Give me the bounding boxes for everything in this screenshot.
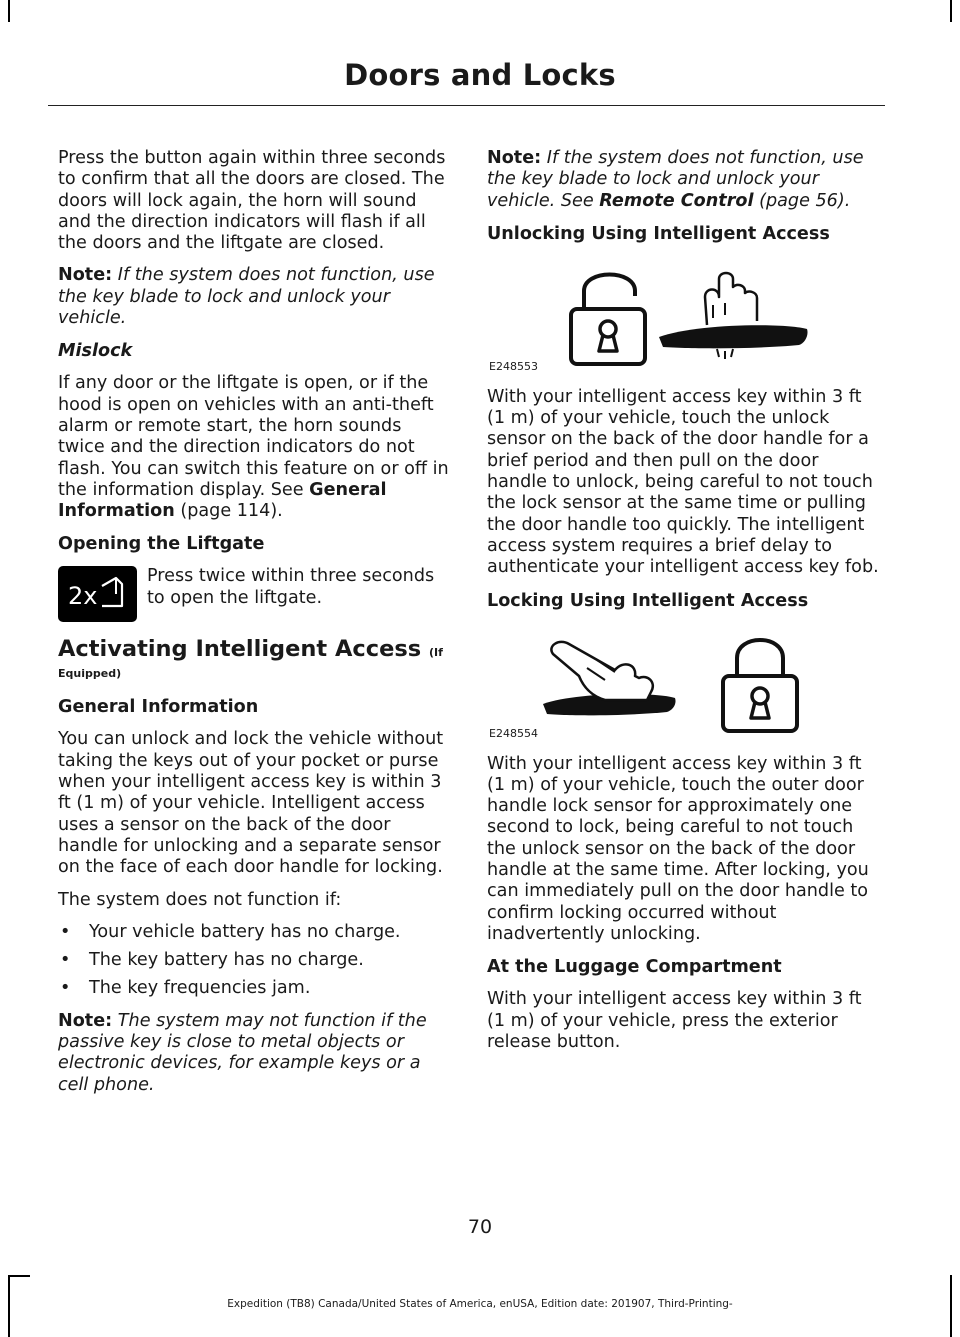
lock-illustration (487, 630, 882, 740)
bullet-mark: • (60, 950, 71, 971)
unlock-illustration (487, 263, 882, 373)
lock-diagram (487, 630, 882, 740)
bullet-mark: • (60, 921, 71, 942)
cross-reference-link[interactable]: Remote Control (599, 190, 754, 211)
note-label: Note: (487, 148, 542, 168)
list-item-text: The key battery has no charge. (89, 950, 364, 971)
list-item (58, 950, 450, 971)
cross-reference-link[interactable]: General Information (58, 479, 387, 522)
page-number: 70 (467, 1216, 493, 1238)
list-item (58, 978, 450, 999)
list-item-text: The key frequencies jam. (89, 978, 311, 999)
heading-qualifier: Equipped) (58, 667, 122, 681)
page-title: Doors and Locks (344, 58, 616, 92)
right-column (487, 148, 882, 1064)
note (58, 1011, 450, 1096)
section-heading: Opening the Liftgate (58, 534, 265, 555)
note-label: Note: (58, 265, 113, 286)
note-label: Note: (58, 1010, 113, 1031)
heading-qualifier: (If (429, 646, 443, 660)
page-footer: Expedition (TB8) Canada/United States of America, enUSA, Edition date: 201907, Third-Printing- (227, 1298, 733, 1310)
list-item-text: Your vehicle battery has no charge. (89, 921, 401, 942)
door-handle-icon (659, 325, 808, 348)
note (58, 265, 450, 329)
page-reference: (page 114). (180, 501, 283, 522)
icon-label: 2x (68, 582, 98, 611)
hand-icon (551, 641, 652, 699)
note-text: The system may not function if the passive key is close to metal objects or electronic devices, for example keys or a cell phone. (58, 1010, 427, 1095)
note (487, 148, 882, 212)
paragraph-text: If any door or the liftgate is open, or if the hood is open on vehicles with an anti-theft alarm or remote start, the horn sounds twice and the direction indicators do not flash. You can switch this feature on or off in the information display. See (58, 373, 449, 500)
page-reference: (page 56). (759, 190, 851, 211)
paragraph: With your intelligent access key within 3 ft (1 m) of your vehicle, touch the outer door handle lock sensor for approximately one second to lock, being careful to not touch the unlock sensor on the back of the door handle at the same time. After locking, you can immediately pull on the door handle to confirm locking occurred without inadvertently unlocking. (487, 753, 869, 944)
crop-mark (8, 1275, 30, 1277)
paragraph: Press twice within three seconds to open the liftgate. (147, 566, 435, 608)
unlock-diagram (487, 263, 882, 373)
paragraph: The system does not function if: (58, 889, 342, 910)
paragraph: Press the button again within three seconds to confirm that all the doors are closed. The doors will lock again, the horn will sound and the direction indicators will flash if all the doors and the liftgate are closed. (58, 148, 446, 254)
section-heading (58, 636, 450, 666)
figure-id: E248554 (489, 726, 538, 740)
paragraph (58, 373, 450, 522)
note-text: If the system does not function, use the key blade to lock and unlock your vehicle. See (487, 148, 864, 211)
unlocked-padlock-icon (571, 274, 645, 364)
liftgate-instruction (58, 566, 450, 622)
locked-padlock-icon (723, 640, 797, 731)
section-heading: Unlocking Using Intelligent Access (487, 223, 830, 244)
list-item (58, 922, 450, 943)
crop-mark (950, 0, 952, 22)
crop-mark (8, 0, 10, 22)
note-text: If the system does not function, use the key blade to lock and unlock your vehicle. (58, 265, 435, 329)
paragraph: With your intelligent access key within 3 ft (1 m) of your vehicle, press the exterior release button. (487, 989, 862, 1052)
heading-text: Activating Intelligent Access (58, 636, 422, 663)
section-heading: Mislock (58, 341, 133, 362)
left-column (58, 148, 450, 1107)
section-heading: At the Luggage Compartment (487, 957, 782, 978)
figure-id: E248553 (489, 359, 538, 373)
section-heading: General Information (58, 697, 259, 718)
paragraph: With your intelligent access key within 3 ft (1 m) of your vehicle, touch the unlock sensor on the back of the door handle for a brief period and then pull on the door handle to unlock, being careful to not touch the lock sensor at the same time or pulling the door handle too quickly. The intelligent access system requires a brief delay to authenticate your intelligent access key fob. (487, 386, 879, 578)
header-divider (48, 105, 885, 106)
bullet-mark: • (60, 978, 71, 999)
liftgate-double-press-icon (58, 566, 137, 622)
section-heading: Locking Using Intelligent Access (487, 590, 809, 611)
paragraph: You can unlock and lock the vehicle without taking the keys out of your pocket or purse when your intelligent access key is within 3 ft (1 m) of your vehicle. Intelligent access uses a sensor on the back of the door handle for unlocking and a separate sensor on the face of each door handle for locking. (58, 729, 444, 878)
